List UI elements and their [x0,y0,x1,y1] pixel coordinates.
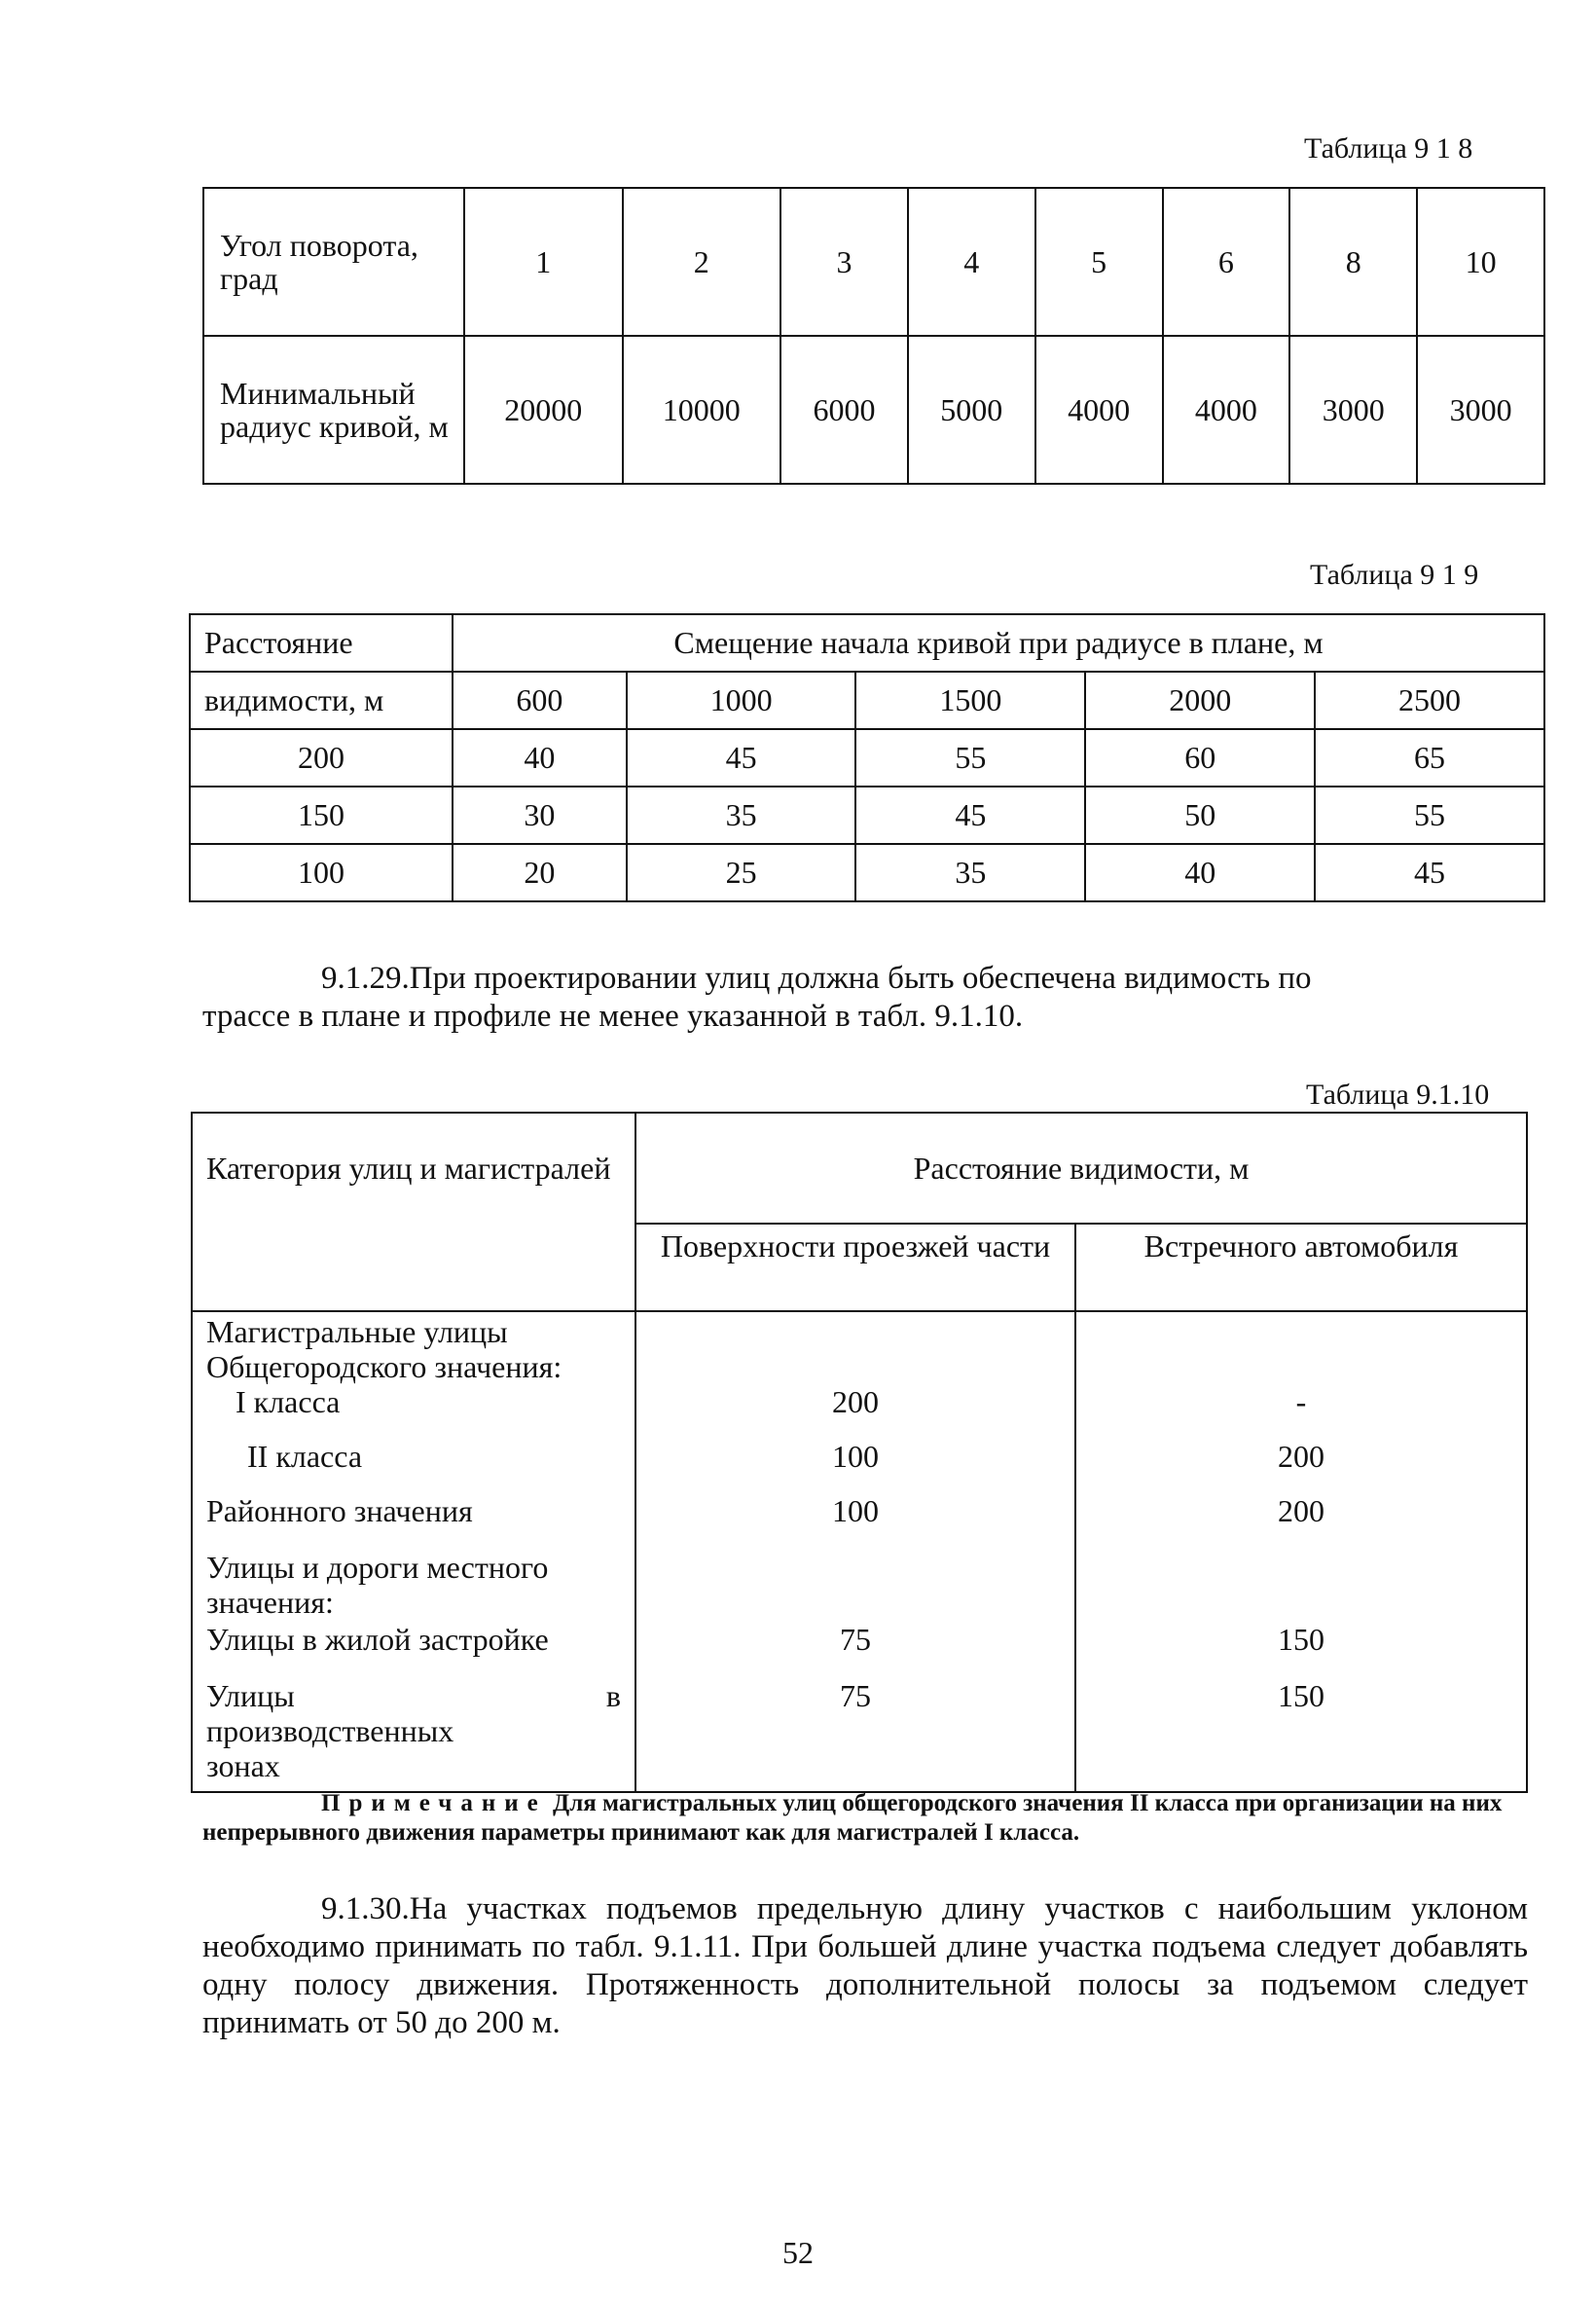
table-cell: 20000 [464,336,623,484]
table-cell: 10000 [623,336,781,484]
table-cell: 45 [1315,844,1544,901]
table-cell: 200 [190,729,453,787]
oncoming-value: 200 [1278,1493,1324,1528]
surface-value: 100 [832,1493,879,1528]
table-row [203,336,1544,484]
table-row [192,1311,1527,1792]
table-row [190,787,1544,844]
table-row [192,1113,1527,1224]
table-cell: 40 [453,729,627,787]
paragraph-929-line2: трассе в плане и профиле не менее указанной в табл. 9.1.10. [202,999,1024,1034]
category-line: Магистральные улицы [206,1314,508,1349]
table-919-group-header: Смещение начала кривой при радиусе в плане, м [453,614,1544,672]
table-row [190,729,1544,787]
category-line-right: в [605,1678,621,1713]
table-9110-surface-cell [635,1311,1075,1792]
table-cell: 1 [464,188,623,336]
table-cell: 4000 [1035,336,1163,484]
table-9110-header-distance: Расстояние видимости, м [635,1113,1527,1224]
table-cell: 600 [453,672,627,729]
table-cell: 35 [855,844,1085,901]
table-cell: 55 [1315,787,1544,844]
table-919-col1-header-top: Расстояние [190,614,453,672]
category-line: производственных [206,1713,454,1748]
table-cell: 30 [453,787,627,844]
table-cell: 50 [1085,787,1315,844]
table-row [190,614,1544,672]
table-919 [189,613,1545,902]
table-9110 [191,1112,1528,1793]
table-cell: 5 [1035,188,1163,336]
table-cell: 4 [908,188,1035,336]
table-cell: 6 [1163,188,1290,336]
oncoming-value: - [1295,1384,1307,1419]
table-9110-header-category: Категория улиц и магистралей [192,1113,635,1311]
table-cell: 150 [190,787,453,844]
category-line: Улицы и дороги местного [206,1550,549,1585]
table-cell: 2500 [1315,672,1544,729]
table-918-row1-header: Угол поворота, град [203,188,464,336]
surface-value: 200 [832,1384,879,1419]
table-9110-caption: Таблица 9.1.10 [1306,1079,1490,1111]
surface-value: 75 [840,1622,871,1657]
oncoming-value: 200 [1278,1439,1324,1474]
table-cell: 3000 [1417,336,1544,484]
table-row [190,672,1544,729]
oncoming-value: 150 [1278,1622,1324,1657]
category-line: II класса [247,1439,363,1474]
table-cell: 55 [855,729,1085,787]
category-line: Районного значения [206,1493,473,1528]
table-918 [202,187,1545,485]
table-9110-header-surface: Поверхности проезжей части [635,1224,1075,1311]
paragraph-929-line1: 9.1.29.При проектировании улиц должна быть обеспечена видимость по [321,961,1312,996]
table-cell: 45 [855,787,1085,844]
table-9110-note [202,1789,1536,1848]
table-9110-category-cell [192,1311,635,1792]
table-cell: 8 [1289,188,1417,336]
category-line: Общегородского значения: [206,1349,562,1384]
note-label: Примечание [321,1790,547,1816]
table-cell: 2000 [1085,672,1315,729]
category-line: значения: [206,1585,334,1620]
table-row [190,844,1544,901]
table-cell: 4000 [1163,336,1290,484]
paragraph-930 [202,1890,1528,2042]
table-cell: 3000 [1289,336,1417,484]
category-line: I класса [236,1384,341,1419]
category-line: Улицы [206,1678,295,1713]
surface-value: 100 [832,1439,879,1474]
table-cell: 45 [627,729,856,787]
table-cell: 10 [1417,188,1544,336]
surface-value: 75 [840,1678,871,1713]
paragraph-930-text: 9.1.30.На участках подъемов предельную длину участков с наибольшим уклоном необходимо принимать по табл. 9.1.11. При большей длине участка подъема следует добавлять одну полосу движения. Протяженность дополнительной полосы за подъемом следует принимать от 50 до 200 м. [202,1891,1528,2040]
table-9110-oncoming-cell [1075,1311,1527,1792]
table-cell: 6000 [780,336,908,484]
note-text: Для магистральных улиц общегородского значения II класса при организации на них непрерывного движения параметры принимают как для магистралей I класса. [202,1790,1503,1846]
table-row [203,188,1544,336]
table-cell: 65 [1315,729,1544,787]
table-cell: 35 [627,787,856,844]
table-cell: 60 [1085,729,1315,787]
table-9110-header-oncoming: Встречного автомобиля [1075,1224,1527,1311]
table-cell: 40 [1085,844,1315,901]
table-918-row2-header: Минимальный радиус кривой, м [203,336,464,484]
table-918-caption: Таблица 9 1 8 [1304,132,1473,165]
page-number: 52 [782,2235,814,2270]
table-cell: 1000 [627,672,856,729]
paragraph-929 [202,960,1526,1036]
table-cell: 5000 [908,336,1035,484]
table-919-col1-header-bottom: видимости, м [190,672,453,729]
table-cell: 25 [627,844,856,901]
table-cell: 20 [453,844,627,901]
table-cell: 100 [190,844,453,901]
table-cell: 2 [623,188,781,336]
table-cell: 1500 [855,672,1085,729]
table-cell: 3 [780,188,908,336]
table-919-caption: Таблица 9 1 9 [1310,559,1479,591]
category-line: Улицы в жилой застройке [206,1622,549,1657]
category-line: зонах [206,1748,280,1783]
oncoming-value: 150 [1278,1678,1324,1713]
